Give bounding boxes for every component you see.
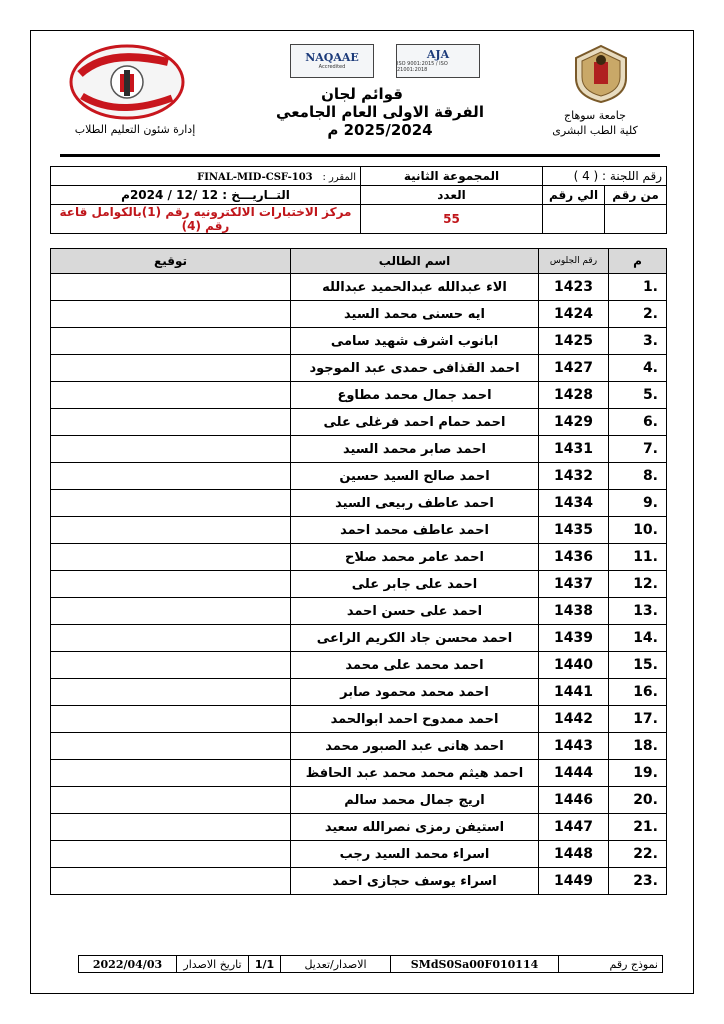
- course-label: المقرر :: [322, 172, 356, 183]
- seat-number: 1436: [539, 544, 609, 571]
- to-value: [543, 205, 605, 234]
- row-index: 19.: [609, 760, 667, 787]
- accreditation-logos: [290, 44, 482, 80]
- course-code: FINAL-MID-CSF-103: [197, 172, 313, 183]
- page-subtitle: الفرقة الاولى العام الجامعي 2025/2024 م: [276, 103, 484, 139]
- row-index: 23.: [609, 868, 667, 895]
- signature-cell: [51, 436, 291, 463]
- table-row: [51, 679, 667, 706]
- signature-cell: [51, 787, 291, 814]
- seat-number: 1423: [539, 274, 609, 301]
- row-index: 9.: [609, 490, 667, 517]
- student-name: احمد عامر محمد صلاح: [291, 544, 539, 571]
- col-signature-header: توقيع: [51, 249, 291, 274]
- student-name: احمد صابر محمد السيد: [291, 436, 539, 463]
- seat-number: 1424: [539, 301, 609, 328]
- student-name: احمد هيثم محمد محمد عبد الحافظ: [291, 760, 539, 787]
- university-name: جامعة سوهاج: [564, 109, 626, 122]
- page-title: قوائم لجان: [321, 85, 403, 103]
- signature-cell: [51, 868, 291, 895]
- signature-cell: [51, 274, 291, 301]
- table-row: [51, 706, 667, 733]
- row-index: 14.: [609, 625, 667, 652]
- row-index: 18.: [609, 733, 667, 760]
- table-row: [51, 760, 667, 787]
- table-row: [51, 841, 667, 868]
- row-index: 10.: [609, 517, 667, 544]
- row-index: 21.: [609, 814, 667, 841]
- row-index: 15.: [609, 652, 667, 679]
- seat-number: 1448: [539, 841, 609, 868]
- student-name: احمد عاطف ربيعى السيد: [291, 490, 539, 517]
- from-label: من رقم: [605, 186, 667, 205]
- seat-number: 1429: [539, 409, 609, 436]
- aja-logo: AJA ISO 9001:2015 / ISO 21001:2018: [396, 44, 480, 78]
- row-index: 22.: [609, 841, 667, 868]
- seat-number: 1441: [539, 679, 609, 706]
- table-row: [51, 436, 667, 463]
- signature-cell: [51, 733, 291, 760]
- row-index: 8.: [609, 463, 667, 490]
- table-row: [51, 571, 667, 598]
- date-label: التــاريـــخ :: [222, 188, 290, 202]
- col-seat-header: رقم الجلوس: [539, 249, 609, 274]
- exam-location: مركز الاختبارات الالكترونيه رقم (1)بالكوامل قاعة رقم (4): [51, 205, 361, 234]
- student-name: استيفن رمزى نصرالله سعيد: [291, 814, 539, 841]
- signature-cell: [51, 706, 291, 733]
- signature-cell: [51, 598, 291, 625]
- date-cell: [51, 186, 361, 205]
- signature-cell: [51, 760, 291, 787]
- student-name: احمد صالح السيد حسين: [291, 463, 539, 490]
- document-footer: [78, 955, 663, 973]
- seat-number: 1425: [539, 328, 609, 355]
- naqaae-logo: NAQAAE Accredited: [290, 44, 374, 78]
- signature-cell: [51, 463, 291, 490]
- seat-number: 1439: [539, 625, 609, 652]
- table-row: [51, 382, 667, 409]
- seat-number: 1446: [539, 787, 609, 814]
- student-name: احمد جمال محمد مطاوع: [291, 382, 539, 409]
- col-index-header: م: [609, 249, 667, 274]
- student-name: احمد عاطف محمد احمد: [291, 517, 539, 544]
- version-label: الاصدار/تعديل: [281, 956, 391, 973]
- issue-date-value: 2022/04/03: [79, 956, 177, 973]
- header-divider: [60, 154, 660, 157]
- date-value: 12 /12 / 2024م: [121, 188, 219, 202]
- student-name: اسراء محمد السيد رجب: [291, 841, 539, 868]
- table-row: [51, 409, 667, 436]
- committee-number: رقم اللجنة : ( 4 ): [543, 167, 667, 186]
- student-name: اسراء يوسف حجازى احمد: [291, 868, 539, 895]
- row-index: 2.: [609, 301, 667, 328]
- to-label: الي رقم: [543, 186, 605, 205]
- student-name: احمد حمام احمد فرغلى على: [291, 409, 539, 436]
- row-index: 20.: [609, 787, 667, 814]
- signature-cell: [51, 301, 291, 328]
- university-logo: [572, 44, 630, 104]
- table-row: [51, 328, 667, 355]
- form-number-value: SMdS0Sa00F010114: [391, 956, 559, 973]
- student-name: ايه حسنى محمد السيد: [291, 301, 539, 328]
- seat-number: 1447: [539, 814, 609, 841]
- signature-cell: [51, 652, 291, 679]
- signature-cell: [51, 625, 291, 652]
- form-number-label: نموذج رقم: [559, 956, 663, 973]
- row-index: 13.: [609, 598, 667, 625]
- table-row: [51, 625, 667, 652]
- signature-cell: [51, 841, 291, 868]
- table-row: [51, 544, 667, 571]
- student-name: اريج جمال محمد سالم: [291, 787, 539, 814]
- signature-cell: [51, 409, 291, 436]
- table-row: [51, 355, 667, 382]
- count-value: 55: [361, 205, 543, 234]
- seat-number: 1449: [539, 868, 609, 895]
- student-name: احمد على حسن احمد: [291, 598, 539, 625]
- table-row: [51, 517, 667, 544]
- seat-number: 1438: [539, 598, 609, 625]
- row-index: 17.: [609, 706, 667, 733]
- row-index: 11.: [609, 544, 667, 571]
- row-index: 12.: [609, 571, 667, 598]
- signature-cell: [51, 571, 291, 598]
- student-name: ابانوب اشرف شهيد سامى: [291, 328, 539, 355]
- signature-cell: [51, 679, 291, 706]
- table-header-row: [51, 249, 667, 274]
- signature-cell: [51, 517, 291, 544]
- seat-number: 1440: [539, 652, 609, 679]
- seat-number: 1434: [539, 490, 609, 517]
- row-index: 1.: [609, 274, 667, 301]
- table-row: [51, 787, 667, 814]
- from-value: [605, 205, 667, 234]
- table-row: [51, 274, 667, 301]
- row-index: 5.: [609, 382, 667, 409]
- signature-cell: [51, 814, 291, 841]
- table-row: [51, 490, 667, 517]
- table-row: [51, 733, 667, 760]
- seat-number: 1431: [539, 436, 609, 463]
- version-value: 1/1: [249, 956, 281, 973]
- seat-number: 1435: [539, 517, 609, 544]
- student-name: احمد محمد محمود صابر: [291, 679, 539, 706]
- department-name: إدارة شئون التعليم الطلاب: [74, 123, 196, 136]
- row-index: 4.: [609, 355, 667, 382]
- col-name-header: اسم الطالب: [291, 249, 539, 274]
- seat-number: 1437: [539, 571, 609, 598]
- issue-date-label: تاريخ الاصدار: [177, 956, 249, 973]
- row-index: 7.: [609, 436, 667, 463]
- student-name: احمد محسن جاد الكريم الراعى: [291, 625, 539, 652]
- signature-cell: [51, 490, 291, 517]
- faculty-name: كلية الطب البشرى: [552, 124, 638, 137]
- seat-number: 1432: [539, 463, 609, 490]
- row-index: 6.: [609, 409, 667, 436]
- signature-cell: [51, 328, 291, 355]
- institution-name: [540, 108, 650, 138]
- committee-info-table: [50, 166, 667, 234]
- row-index: 16.: [609, 679, 667, 706]
- medical-faculty-logo: [68, 44, 186, 120]
- seat-number: 1444: [539, 760, 609, 787]
- table-row: [51, 652, 667, 679]
- course-cell: [51, 167, 361, 186]
- row-index: 3.: [609, 328, 667, 355]
- student-name: الاء عبدالله عبدالحميد عبدالله: [291, 274, 539, 301]
- seat-number: 1428: [539, 382, 609, 409]
- seat-number: 1427: [539, 355, 609, 382]
- student-name: احمد ممدوح احمد ابوالحمد: [291, 706, 539, 733]
- seat-number: 1442: [539, 706, 609, 733]
- student-name: احمد على جابر على: [291, 571, 539, 598]
- signature-cell: [51, 382, 291, 409]
- student-name: احمد هانى عبد الصبور محمد: [291, 733, 539, 760]
- seat-number: 1443: [539, 733, 609, 760]
- table-row: [51, 301, 667, 328]
- signature-cell: [51, 355, 291, 382]
- group-name: المجموعة الثانية: [361, 167, 543, 186]
- signature-cell: [51, 544, 291, 571]
- student-name: احمد محمد على محمد: [291, 652, 539, 679]
- students-table: [50, 248, 667, 895]
- table-row: [51, 868, 667, 895]
- table-row: [51, 814, 667, 841]
- table-row: [51, 598, 667, 625]
- count-label: العدد: [361, 186, 543, 205]
- student-name: احمد القذافى حمدى عبد الموجود: [291, 355, 539, 382]
- table-row: [51, 463, 667, 490]
